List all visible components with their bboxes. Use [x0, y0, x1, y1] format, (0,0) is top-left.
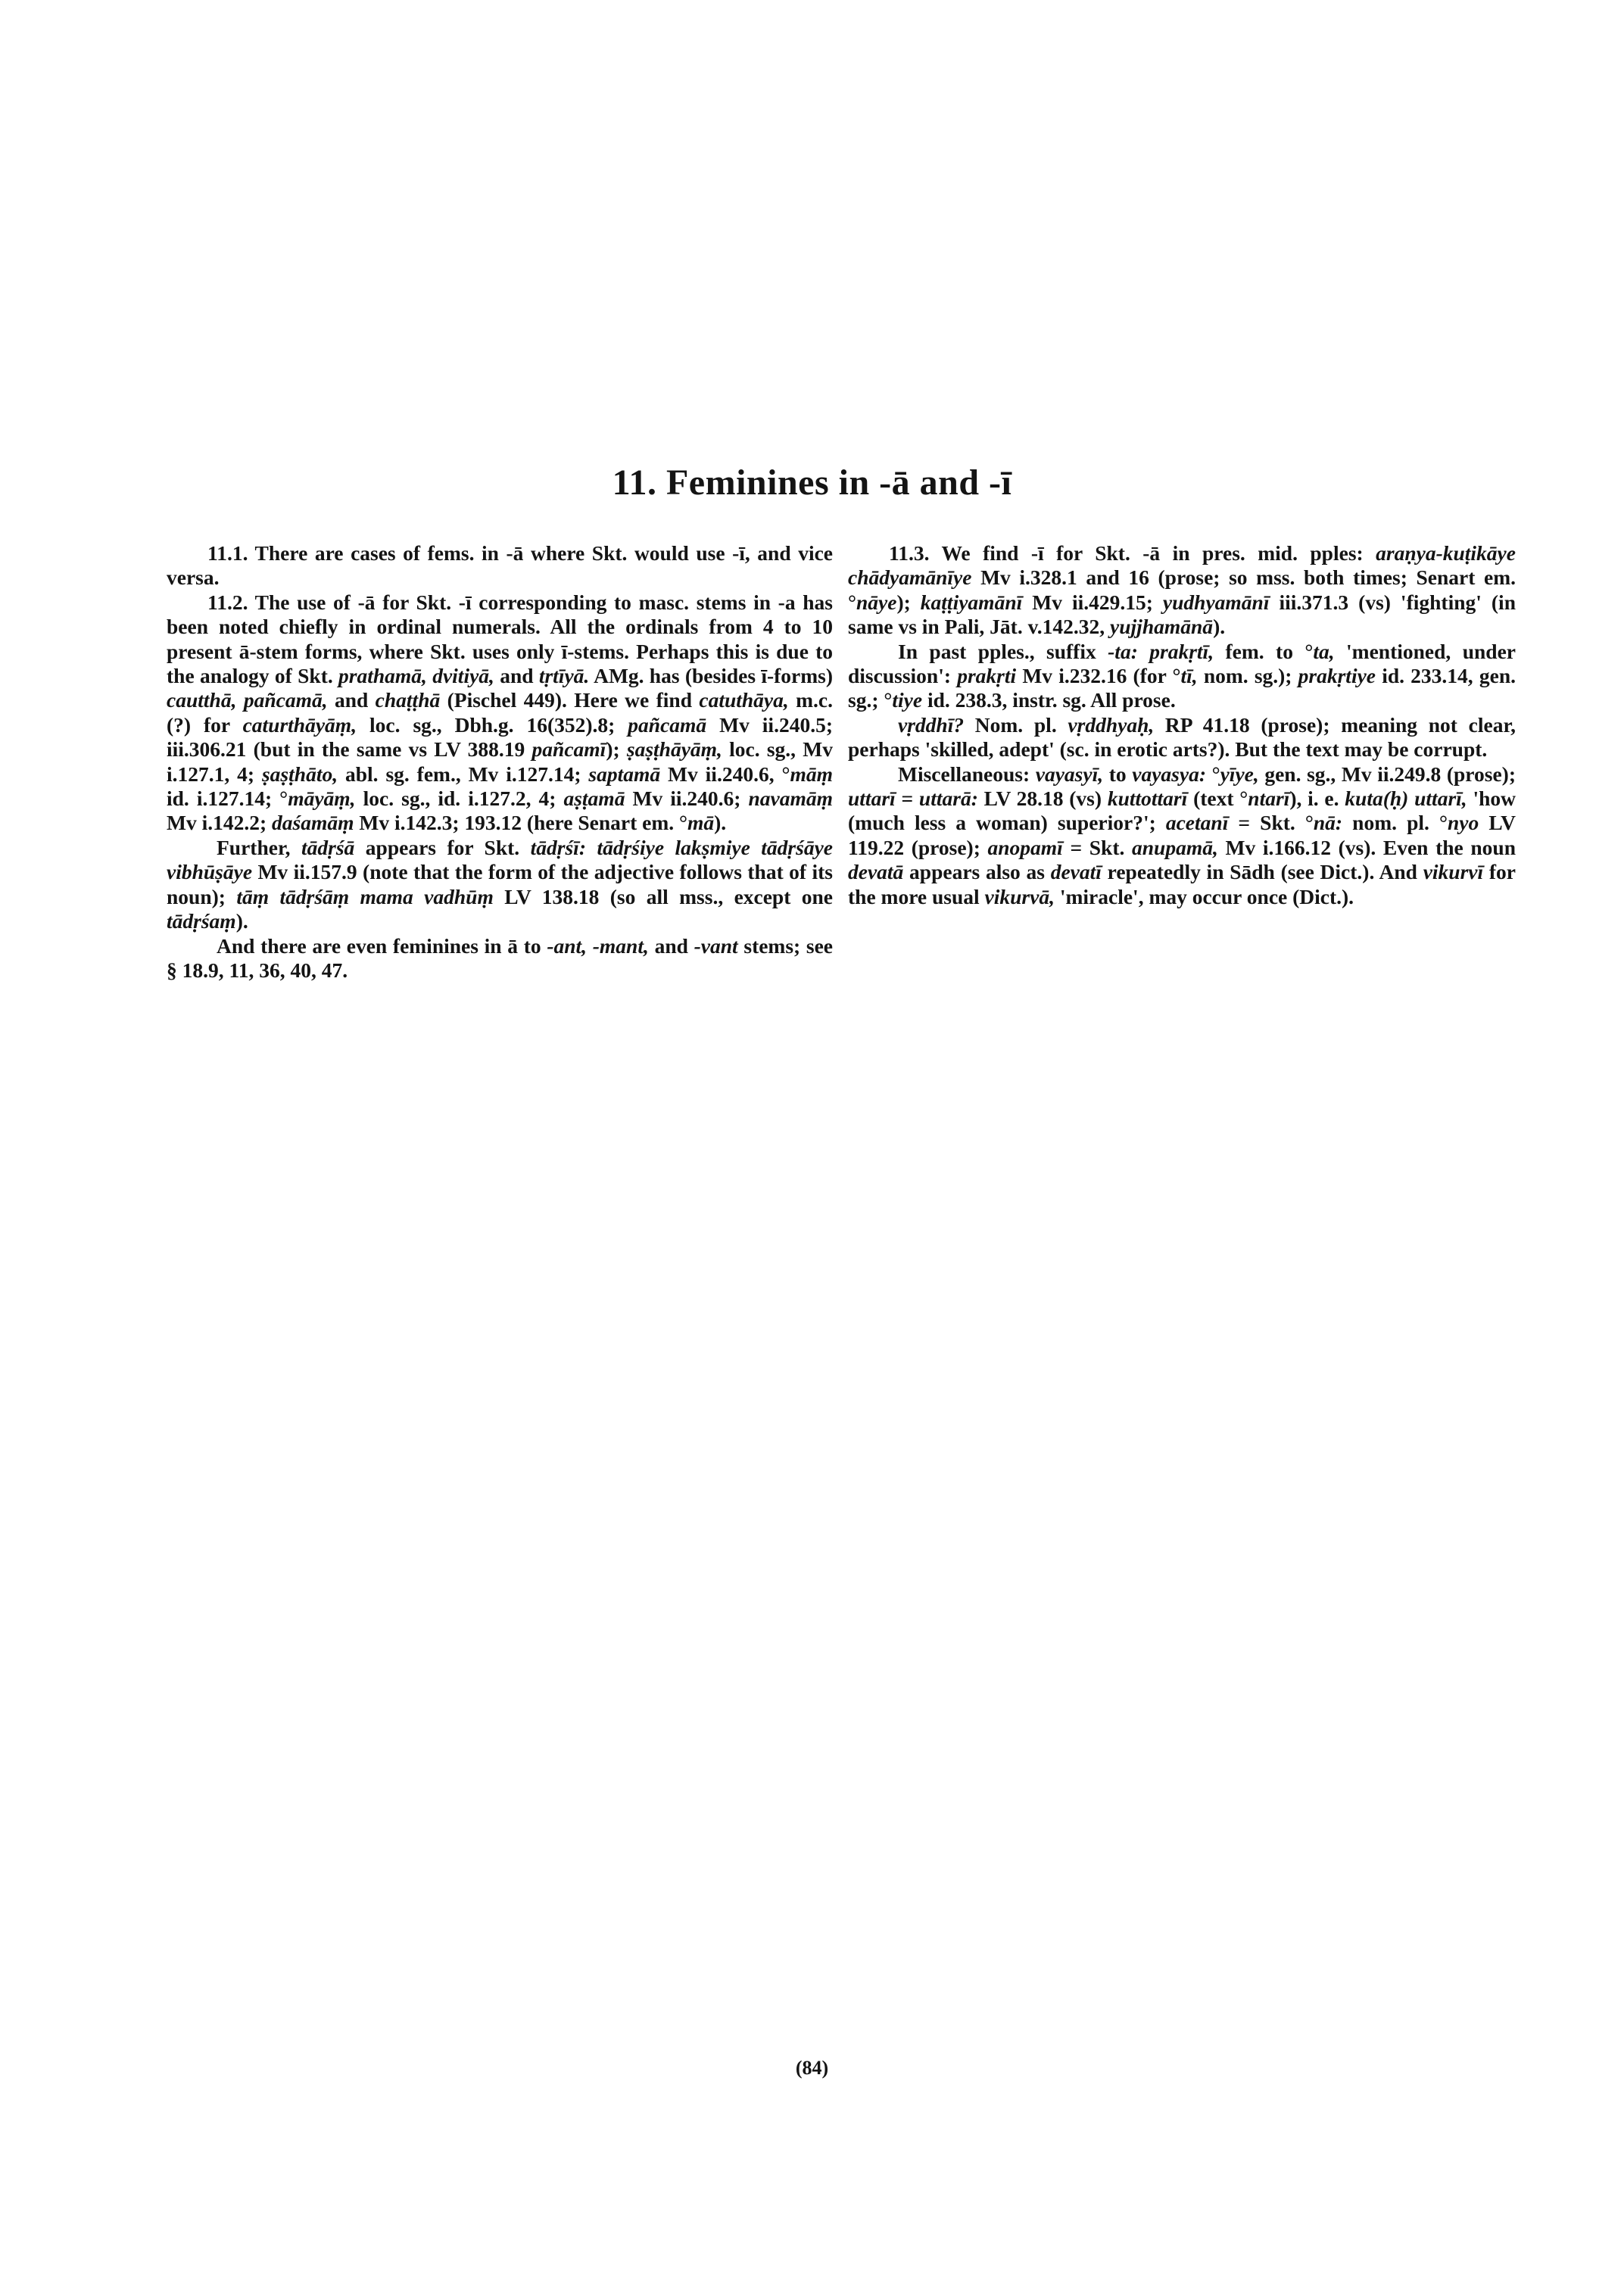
section-number: 11.2.: [207, 590, 248, 614]
paragraph-11-1: 11.1. There are cases of fems. in -ā where Skt. would use -ī, and vice versa.: [167, 541, 833, 590]
section-number: 11.3.: [889, 541, 930, 565]
section-number: 11.1.: [207, 541, 248, 565]
right-column: [848, 541, 1516, 909]
paragraph-past-pples: In past pples., suffix -ta: prakṛtī, fem. to °ta, 'mentioned, under discussion': prakṛti Mv i.232.16 (for °tī, nom. sg.); prakṛtiye id. 233.14, gen. sg.; °tiye id. 238.3, instr. sg. All prose.: [848, 639, 1516, 712]
paragraph-further: Further, tādṛśā appears for Skt. tādṛśī: tādṛśiye lakṣmiye tādṛśāye vibhūṣāye Mv ii.157.9 (note that the form of the adjective follows that of its noun); tāṃ tādṛśāṃ mama vadhūṃ LV 138.18 (so all mss., except one tādṛśaṃ).: [167, 835, 834, 933]
paragraph-11-3: 11.3. We find -ī for Skt. -ā in pres. mid. pples: araṇya-kuṭikāye chādyamānīye Mv i.328.1 and 16 (prose; so mss. both times; Senart em. °nāye); kaṭṭiyamānī Mv ii.429.15; yudhyamānī iii.371.3 (vs) 'fighting' (in same vs in Pali, Jāt. v.142.32, yujjhamānā).: [848, 541, 1516, 639]
left-column: [167, 541, 833, 983]
paragraph-even-feminines: And there are even feminines in ā to -ant, -mant, and -vant stems; see § 18.9, 11, 36, 40, 47.: [167, 933, 834, 982]
page-number: (84): [795, 2057, 829, 2079]
chapter-title: [0, 462, 1624, 503]
chapter-title-text: Feminines in -ā and -ī: [665, 463, 1012, 503]
paragraph-11-2: 11.2. The use of -ā for Skt. -ī corresponding to masc. stems in -a has been noted chiefly in ordinal numerals. All the ordinals from 4 to 10 present ā-stem forms, where Skt. uses only ī-stems. Perhaps this is due to the analogy of Skt. prathamā, dvitiyā, and tṛtīyā. AMg. has (besides ī-forms) cautthā, pañcamā, and chaṭṭhā (Pischel 449). Here we find catuthāya, m.c. (?) for caturthāyāṃ, loc. sg., Dbh.g. 16(352).8; pañcamā Mv ii.240.5; iii.306.21 (but in the same vs LV 388.19 pañcamī); ṣaṣṭhāyāṃ, loc. sg., Mv i.127.1, 4; ṣaṣṭhāto, abl. sg. fem., Mv i.127.14; saptamā Mv ii.240.6, °māṃ id. i.127.14; °māyāṃ, loc. sg., id. i.127.2, 4; aṣṭamā Mv ii.240.6; navamāṃ Mv i.142.2; daśamāṃ Mv i.142.3; 193.12 (here Senart em. °mā).: [167, 590, 833, 835]
paragraph-miscellaneous: Miscellaneous: vayasyī, to vayasya: °yīye, gen. sg., Mv ii.249.8 (prose); uttarī = uttarā: LV 28.18 (vs) kuttottarī (text °ntarī), i. e. kuta(ḥ) uttarī, 'how (much less a woman) superior?'; acetanī = Skt. °nā: nom. pl. °nyo LV 119.22 (prose); anopamī = Skt. anupamā, Mv i.166.12 (vs). Even the noun devatā appears also as devatī repeatedly in Sādh (see Dict.). And vikurvī for the more usual vikurvā, 'miracle', may occur once (Dict.).: [848, 762, 1516, 908]
chapter-number: 11.: [612, 463, 657, 503]
paragraph-vrddhi: vṛddhī? Nom. pl. vṛddhyaḥ, RP 41.18 (prose); meaning not clear, perhaps 'skilled, adept' (sc. in erotic arts?). But the text may be corrupt.: [848, 712, 1516, 762]
